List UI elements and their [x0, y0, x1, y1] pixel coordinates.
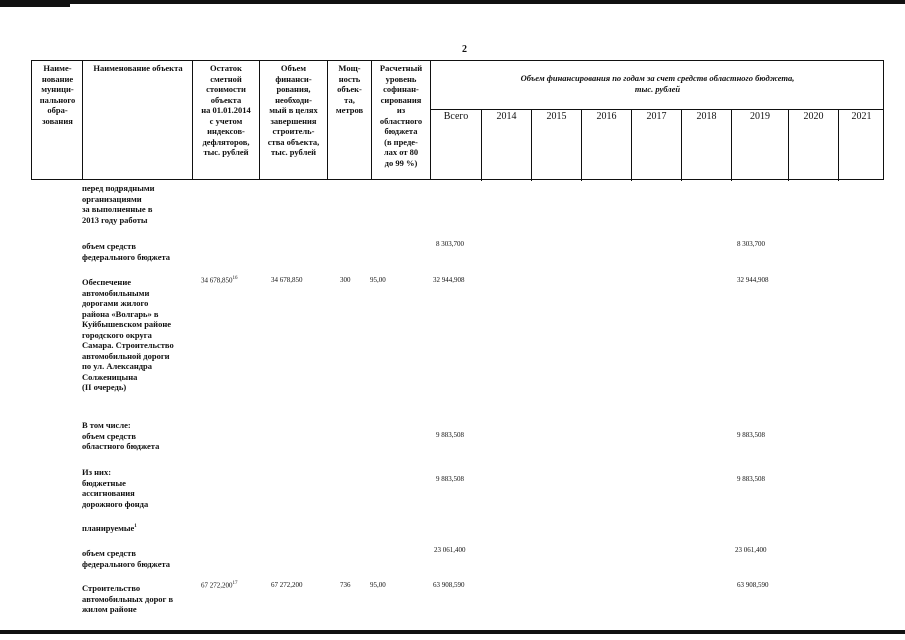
header-year-2020: 2020	[803, 111, 824, 122]
header-year-2018: 2018	[696, 111, 717, 122]
group-divider	[430, 109, 883, 110]
header-year-2014: 2014	[496, 111, 517, 122]
row-name: Из них: бюджетные ассигнования дорожного фонда	[82, 467, 149, 509]
page-number: 2	[462, 44, 467, 55]
row-total: 23 061,400	[434, 546, 466, 554]
row-2019: 8 303,700	[737, 240, 765, 248]
col-divider	[82, 61, 83, 179]
header-balance: Остаток сметной стоимости объекта на 01.01.2014 с учетом индексов- дефляторов, тыс. рублей	[201, 63, 251, 157]
header-volume: Объем финанси- рования, необходи- мый в целях завершения строитель- ства объекта, тыс. рублей	[267, 63, 320, 157]
header-year-2021: 2021	[851, 111, 872, 122]
row-name: Обеспечение автомобильными дорогами жилого района «Волгарь» в Куйбышевском районе городского округа Самара. Строительство автомобильной дороги по ул. Александра Солженицына (II очередь)	[82, 277, 174, 392]
top-corner-mark	[0, 0, 70, 7]
row-total: 63 908,590	[433, 581, 465, 589]
row-2019: 63 908,590	[737, 581, 769, 589]
row-capacity: 300	[340, 276, 351, 284]
row-capacity: 736	[340, 581, 351, 589]
header-financing-group: Объем финансирования по годам за счет средств областного бюджета, тыс. рублей	[520, 73, 795, 94]
row-2019: 9 883,508	[737, 431, 765, 439]
row-name: перед подрядными организациями за выполненные в 2013 году работы	[82, 183, 155, 225]
row-balance: 67 272,200$^{17}$	[201, 581, 238, 590]
row-level: 95,00	[370, 581, 386, 589]
header-year-total: Всего	[443, 111, 469, 122]
row-name: Строительство автомобильных дорог в жилом районе	[82, 583, 174, 614]
header-year-2016: 2016	[596, 111, 617, 122]
table-header	[31, 60, 884, 180]
row-name: планируемые$^1$	[82, 522, 137, 533]
header-municipality: Наиме- нование муници- пального обра- зования	[39, 63, 76, 126]
row-volume: 34 678,850	[271, 276, 303, 284]
header-object-name: Наименование объекта	[93, 63, 183, 73]
bottom-border	[0, 630, 905, 634]
row-volume: 67 272,200	[271, 581, 303, 589]
header-year-2019: 2019	[750, 111, 770, 122]
row-total: 32 944,908	[433, 276, 465, 284]
row-total: 9 883,508	[436, 475, 464, 483]
header-year-2017: 2017	[646, 111, 667, 122]
row-total: 9 883,508	[436, 431, 464, 439]
row-name: объем средств федерального бюджета	[82, 548, 171, 569]
row-total: 8 303,700	[436, 240, 464, 248]
row-name: объем средств федерального бюджета	[82, 241, 171, 262]
top-border	[0, 0, 905, 4]
row-level: 95,00	[370, 276, 386, 284]
header-year-2015: 2015	[546, 111, 567, 122]
row-balance: 34 678,850$^{16}$	[201, 276, 238, 285]
row-name: В том числе: объем средств областного бюджета	[82, 420, 160, 451]
header-cofinancing-level: Расчетный уровень софинан- сирования из областного бюджета (в преде- лах от 80 до 99 %)	[379, 63, 423, 168]
row-2019: 23 061,400	[735, 546, 767, 554]
row-2019: 32 944,908	[737, 276, 769, 284]
header-capacity: Мощ- ность объек- та, метров	[335, 63, 364, 115]
row-2019: 9 883,508	[737, 475, 765, 483]
